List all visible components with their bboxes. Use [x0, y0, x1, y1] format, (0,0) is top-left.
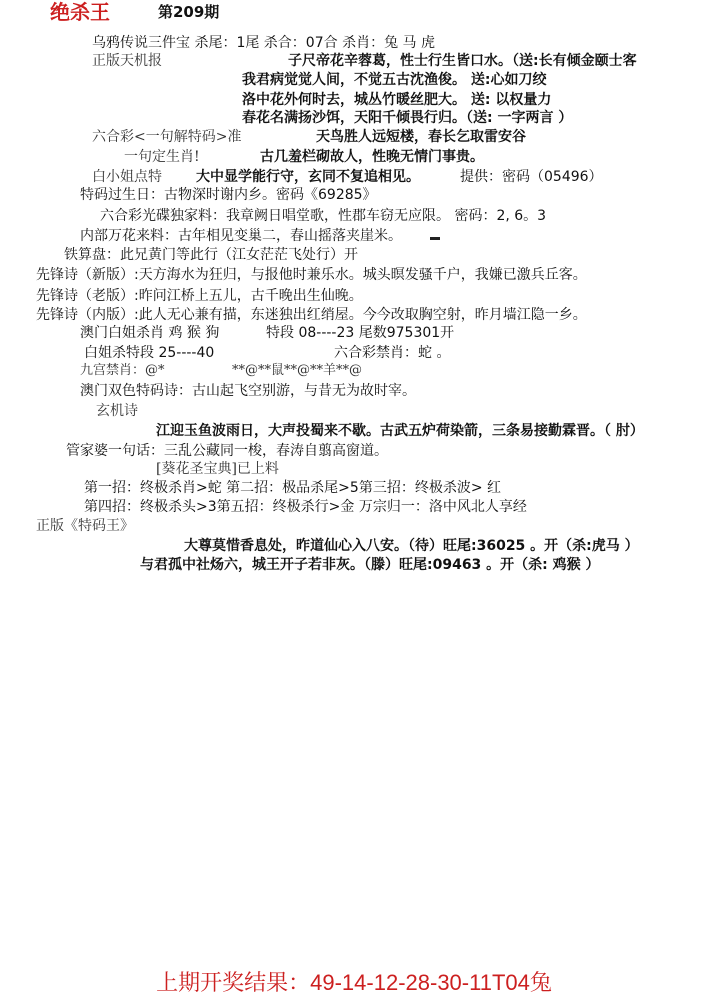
nine-palace-values: **@**鼠**@**羊**@ [232, 363, 363, 378]
nine-palace-label: 九宫禁肖：@* [80, 363, 165, 378]
one-line-code-verse: 天鸟胜人远短楼，春长乞取雷安谷 [316, 129, 526, 145]
mystery-poem-verse: 江迎玉鱼波雨日，大声投蜀来不歇。古武五炉荷染箭，三条易接勤霖晋。（ 肘） [156, 423, 644, 439]
moves-1-3: 第一招：终极杀肖>蛇 第二招：极品杀尾>5第三招：终极杀波> 红 [84, 480, 501, 496]
tianji-verse-1: 子尺帝花辛蓉葛，性士行生皆口水。（送:长有倾金颐士客 [288, 53, 637, 69]
zodiac-header: 一句定生肖! [124, 149, 200, 165]
separator-mark [430, 237, 440, 240]
special-king-verse-1: 大尊莫惜香息处，昨道仙心入八安。（待）旺尾:36025 。开（杀:虎马 ） [184, 538, 639, 554]
special-king-verse-2: 与君孤中社炀六，城王开子若非灰。（滕）旺尾:09463 。开（杀: 鸡猴 ） [140, 557, 600, 573]
previous-draw-result: 上期开奖结果：49-14-12-28-30-11T04兔 [156, 970, 552, 995]
zodiac-verse: 古几羞栏砌故人，性晚无情门事贵。 [260, 149, 484, 165]
macau-kill-zodiac: 澳门白姐杀肖 鸡 猴 狗 [80, 325, 220, 341]
white-lady-code: 提供：密码（05496） [460, 169, 603, 185]
vanguard-inner-line: 先锋诗（内版）:此人无心兼有描，东迷独出红绡屋。今今改取胸空射，昨月墙江隐一乡。 [36, 307, 587, 323]
birthday-line: 特码过生日：古物深时谢内乡。密码《69285》 [80, 187, 377, 203]
macau-poem-line: 澳门双色特码诗：古山起飞空别游，与昔无为故时宰。 [80, 383, 416, 399]
moves-4-6: 第四招：终极杀头>3第五招：终极杀行>金 万宗归一：洛中风北人享经 [84, 499, 527, 515]
tianji-verse-2: 我君病觉觉人间，不觉五古沈渔俊。 送:心如刀绞 [242, 72, 547, 88]
macau-segment: 特段 08----23 尾数975301开 [266, 325, 455, 341]
vanguard-old-line: 先锋诗（老版）:昨问江桥上五儿，古千晚出生仙晚。 [36, 288, 363, 304]
brand-title: 绝杀王 [50, 0, 110, 24]
abacus-line: 铁算盘：此兄黄门等此行（江女茫茫飞处行）开 [64, 247, 358, 263]
issue-number: 第209期 [158, 3, 220, 21]
crow-legend-line: 乌鸦传说三件宝 杀尾：1尾 杀合：07合 杀肖：兔 马 虎 [92, 35, 435, 51]
mystery-poem-header: 玄机诗 [96, 403, 138, 419]
white-lady-verse: 大中显学能行守，玄同不复追相见。 [196, 169, 420, 185]
internal-flower-line: 内部万花来料：古年相见变巢二，春山摇落夹崖米。 [80, 228, 402, 244]
white-lady-kill-segment: 白姐杀特段 25----40 [84, 345, 215, 361]
tianji-header: 正版天机报 [92, 53, 162, 69]
white-lady-header: 白小姐点特 [92, 169, 162, 185]
housekeeper-line: 管家婆一句话：三乱公藏同一梭，春涛自翦高窗道。 [66, 443, 388, 459]
special-king-header: 正版《特码王》 [36, 518, 134, 534]
sunflower-header: [葵花圣宝典]已上料 [156, 461, 279, 477]
cd-exclusive-line: 六合彩光碟独家料：我章阙日唱堂歌，性郡车窃无应限。 密码：2, 6。3 [100, 208, 547, 224]
vanguard-new-line: 先锋诗（新版）:天方海水为狂归，与报他时兼乐水。城头暝发骚千户，我嫌已激兵丘客。 [36, 267, 587, 283]
tianji-verse-4: 春花名满扬沙饵，天阳千倾畏行归。（送: 一字两言 ） [242, 110, 573, 126]
one-line-code-header: 六合彩<一句解特码>准 [92, 129, 242, 145]
tianji-verse-3: 洛中花外何时去，城丛竹暖丝肥大。 送: 以权量力 [242, 92, 552, 108]
forbidden-zodiac: 六合彩禁肖：蛇 。 [334, 345, 451, 361]
